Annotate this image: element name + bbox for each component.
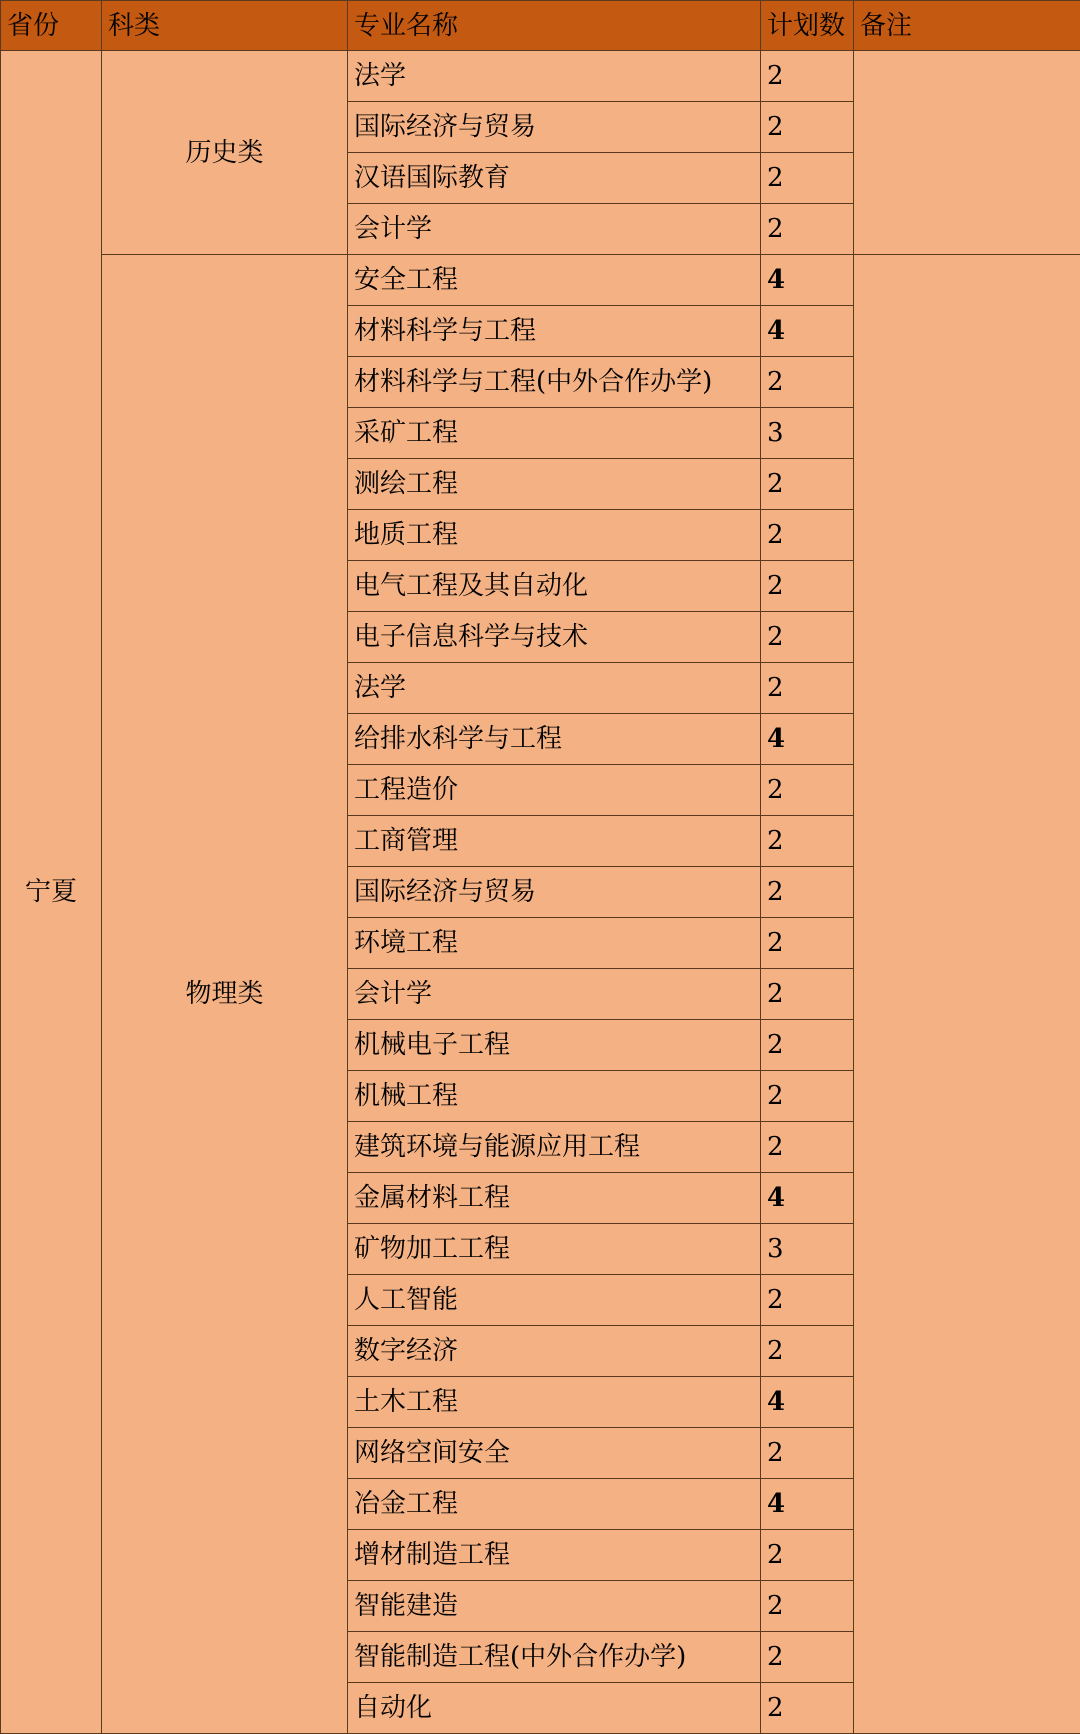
cell-major-name: 环境工程 [348, 918, 761, 969]
table-body [1, 51, 1080, 1734]
cell-major-name: 法学 [348, 51, 761, 102]
header-category: 科类 [102, 1, 348, 51]
table-row [1, 51, 1080, 102]
cell-major-name: 会计学 [348, 969, 761, 1020]
cell-major-name: 建筑环境与能源应用工程 [348, 1122, 761, 1173]
cell-major-name: 金属材料工程 [348, 1173, 761, 1224]
cell-remarks [854, 255, 1080, 1734]
header-remarks: 备注 [854, 1, 1080, 51]
cell-plan-count: 2 [761, 1632, 854, 1683]
cell-major-name: 人工智能 [348, 1275, 761, 1326]
cell-major-name: 工商管理 [348, 816, 761, 867]
cell-plan-count: 2 [761, 510, 854, 561]
cell-major-name: 土木工程 [348, 1377, 761, 1428]
cell-plan-count: 2 [761, 1275, 854, 1326]
header-province: 省份 [1, 1, 102, 51]
cell-plan-count: 4 [761, 1173, 854, 1224]
cell-province: 宁夏 [1, 51, 102, 1734]
cell-major-name: 冶金工程 [348, 1479, 761, 1530]
table-row [1, 255, 1080, 306]
cell-major-name: 工程造价 [348, 765, 761, 816]
cell-major-name: 机械电子工程 [348, 1020, 761, 1071]
cell-plan-count: 4 [761, 1479, 854, 1530]
cell-plan-count: 3 [761, 1224, 854, 1275]
cell-major-name: 智能制造工程(中外合作办学) [348, 1632, 761, 1683]
cell-plan-count: 2 [761, 663, 854, 714]
cell-major-name: 自动化 [348, 1683, 761, 1734]
cell-major-name: 材料科学与工程(中外合作办学) [348, 357, 761, 408]
cell-plan-count: 2 [761, 1581, 854, 1632]
cell-major-name: 增材制造工程 [348, 1530, 761, 1581]
table-header [1, 1, 1080, 51]
cell-major-name: 数字经济 [348, 1326, 761, 1377]
cell-plan-count: 4 [761, 1377, 854, 1428]
cell-plan-count: 4 [761, 255, 854, 306]
cell-plan-count: 2 [761, 612, 854, 663]
cell-plan-count: 2 [761, 969, 854, 1020]
cell-major-name: 采矿工程 [348, 408, 761, 459]
cell-major-name: 国际经济与贸易 [348, 867, 761, 918]
cell-plan-count: 4 [761, 714, 854, 765]
cell-plan-count: 2 [761, 1071, 854, 1122]
cell-plan-count: 2 [761, 1326, 854, 1377]
cell-major-name: 机械工程 [348, 1071, 761, 1122]
cell-plan-count: 2 [761, 357, 854, 408]
cell-plan-count: 3 [761, 408, 854, 459]
header-plan-count: 计划数 [761, 1, 854, 51]
cell-major-name: 给排水科学与工程 [348, 714, 761, 765]
cell-major-name: 测绘工程 [348, 459, 761, 510]
cell-plan-count: 2 [761, 765, 854, 816]
cell-plan-count: 2 [761, 204, 854, 255]
cell-major-name: 法学 [348, 663, 761, 714]
cell-major-name: 电气工程及其自动化 [348, 561, 761, 612]
cell-category: 历史类 [102, 51, 348, 255]
cell-major-name: 汉语国际教育 [348, 153, 761, 204]
header-row [1, 1, 1080, 51]
header-major-name: 专业名称 [348, 1, 761, 51]
cell-major-name: 电子信息科学与技术 [348, 612, 761, 663]
cell-plan-count: 2 [761, 1122, 854, 1173]
cell-plan-count: 2 [761, 1530, 854, 1581]
cell-plan-count: 2 [761, 102, 854, 153]
cell-plan-count: 2 [761, 1428, 854, 1479]
cell-plan-count: 2 [761, 867, 854, 918]
cell-plan-count: 2 [761, 459, 854, 510]
cell-remarks [854, 51, 1080, 255]
cell-plan-count: 2 [761, 561, 854, 612]
cell-category: 物理类 [102, 255, 348, 1734]
cell-major-name: 会计学 [348, 204, 761, 255]
cell-major-name: 安全工程 [348, 255, 761, 306]
cell-major-name: 矿物加工工程 [348, 1224, 761, 1275]
cell-plan-count: 2 [761, 918, 854, 969]
cell-plan-count: 4 [761, 306, 854, 357]
cell-major-name: 材料科学与工程 [348, 306, 761, 357]
cell-major-name: 网络空间安全 [348, 1428, 761, 1479]
cell-major-name: 地质工程 [348, 510, 761, 561]
cell-plan-count: 2 [761, 816, 854, 867]
cell-plan-count: 2 [761, 1020, 854, 1071]
cell-plan-count: 2 [761, 153, 854, 204]
cell-plan-count: 2 [761, 1683, 854, 1734]
cell-major-name: 智能建造 [348, 1581, 761, 1632]
cell-major-name: 国际经济与贸易 [348, 102, 761, 153]
cell-plan-count: 2 [761, 51, 854, 102]
